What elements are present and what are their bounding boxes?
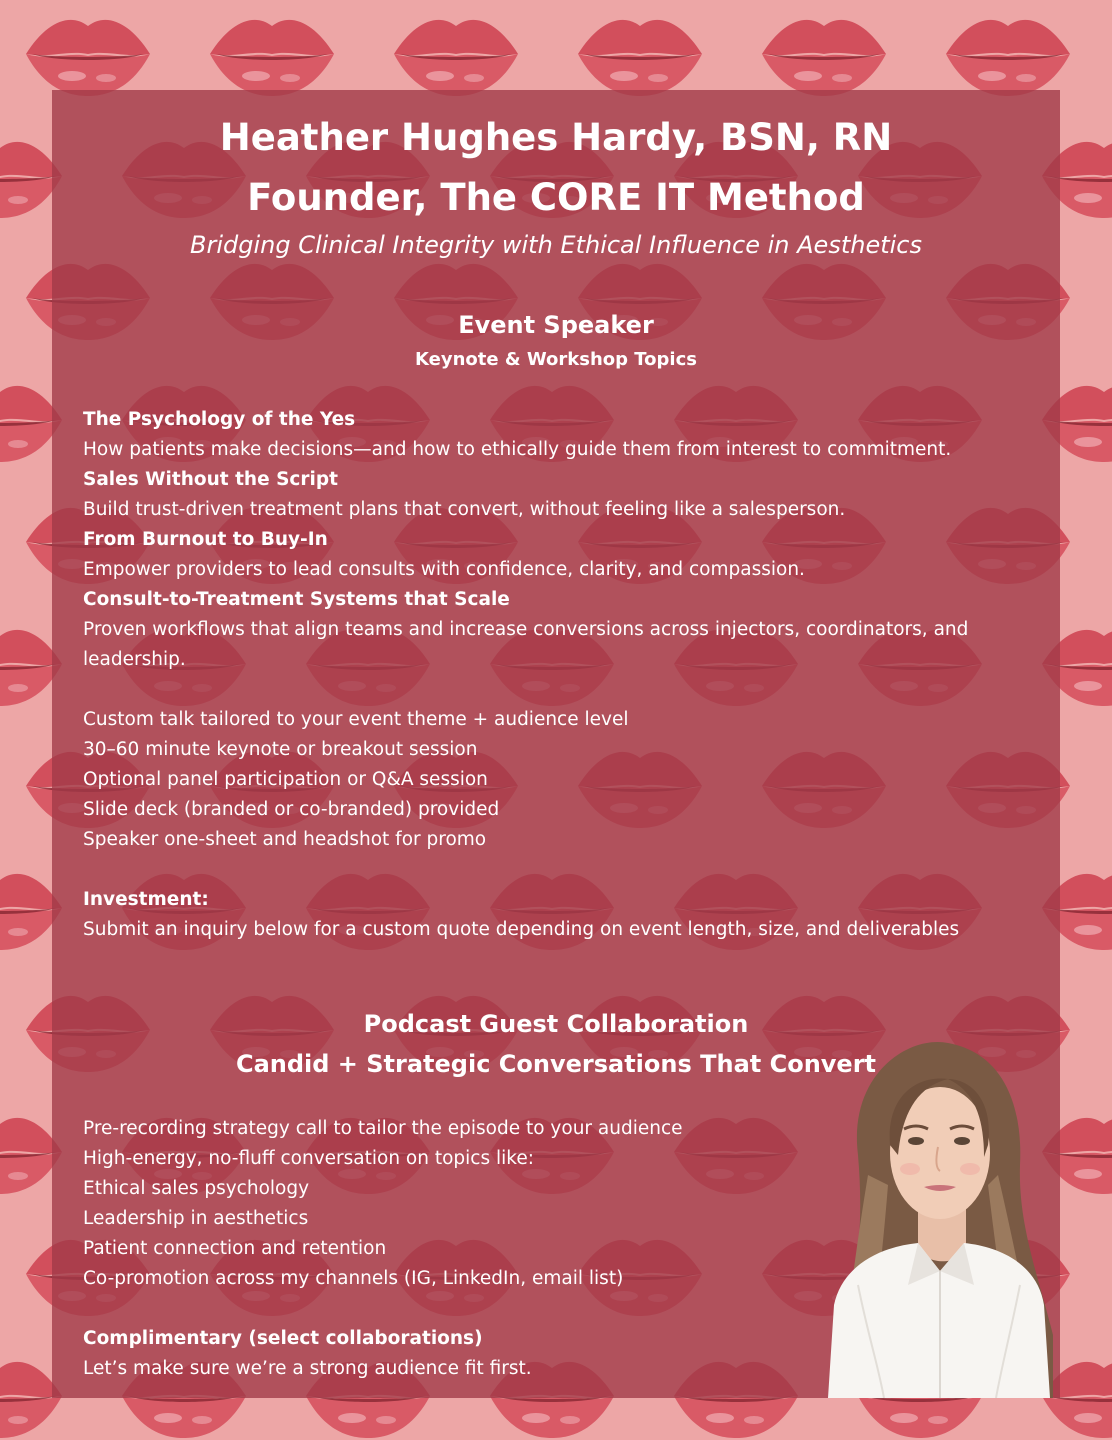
name-heading: Heather Hughes Hardy, BSN, RN <box>219 116 893 159</box>
podcast-item: Leadership in aesthetics <box>83 1208 309 1229</box>
podcast-heading: Podcast Guest Collaboration <box>363 1010 749 1038</box>
lip-motif <box>578 20 702 96</box>
investment-label: Investment: <box>83 889 209 910</box>
topic-description: Proven workflows that align teams and increase conversions across injectors, coordinators, and leadership. <box>83 619 969 670</box>
event-speaker-subheading: Keynote & Workshop Topics <box>415 349 697 370</box>
topic-description: Build trust-driven treatment plans that convert, without feeling like a salesperson. <box>83 499 846 520</box>
lip-motif <box>210 20 334 96</box>
podcast-item: Patient connection and retention <box>83 1238 387 1259</box>
content-panel <box>52 90 1060 1398</box>
topic-description: How patients make decisions—and how to ethically guide them from interest to commitment. <box>83 439 952 460</box>
podcast-item: High-energy, no-fluff conversation on topics like: <box>83 1148 534 1169</box>
investment-text: Submit an inquiry below for a custom quote depending on event length, size, and deliverables <box>83 919 960 940</box>
tagline: Bridging Clinical Integrity with Ethical Influence in Aesthetics <box>190 231 922 259</box>
podcast-pricing-section <box>83 1324 763 1384</box>
podcast-item: Pre-recording strategy call to tailor the episode to your audience <box>83 1118 683 1139</box>
podcast-item: Ethical sales psychology <box>83 1178 310 1199</box>
podcast-items-list <box>83 1114 763 1294</box>
lip-motif <box>394 20 518 96</box>
feature-item: Optional panel participation or Q&A session <box>83 769 488 790</box>
speaker-features-list <box>83 705 1033 855</box>
topic-title: Sales Without the Script <box>83 469 338 490</box>
lip-motif <box>946 20 1070 96</box>
feature-item: 30–60 minute keynote or breakout session <box>83 739 478 760</box>
feature-item: Custom talk tailored to your event theme + audience level <box>83 709 629 730</box>
pricing-label: Complimentary (select collaborations) <box>83 1328 483 1349</box>
lip-motif <box>762 20 886 96</box>
topic-title: From Burnout to Buy-In <box>83 529 328 550</box>
topic-title: Consult-to-Treatment Systems that Scale <box>83 589 510 610</box>
speaker-topics-list <box>83 405 1033 675</box>
podcast-item: Co-promotion across my channels (IG, LinkedIn, email list) <box>83 1268 624 1289</box>
pricing-text: Let’s make sure we’re a strong audience fit first. <box>83 1358 532 1379</box>
role-heading: Founder, The CORE IT Method <box>247 176 865 219</box>
lip-motif <box>26 20 150 96</box>
headshot-photo <box>798 1035 1060 1398</box>
feature-item: Speaker one-sheet and headshot for promo <box>83 829 487 850</box>
feature-item: Slide deck (branded or co-branded) provided <box>83 799 500 820</box>
investment-section <box>83 885 1033 945</box>
podcast-subheading: Candid + Strategic Conversations That Convert <box>235 1050 877 1078</box>
topic-description: Empower providers to lead consults with confidence, clarity, and compassion. <box>83 559 805 580</box>
event-speaker-heading: Event Speaker <box>458 311 654 339</box>
topic-title: The Psychology of the Yes <box>83 409 356 430</box>
